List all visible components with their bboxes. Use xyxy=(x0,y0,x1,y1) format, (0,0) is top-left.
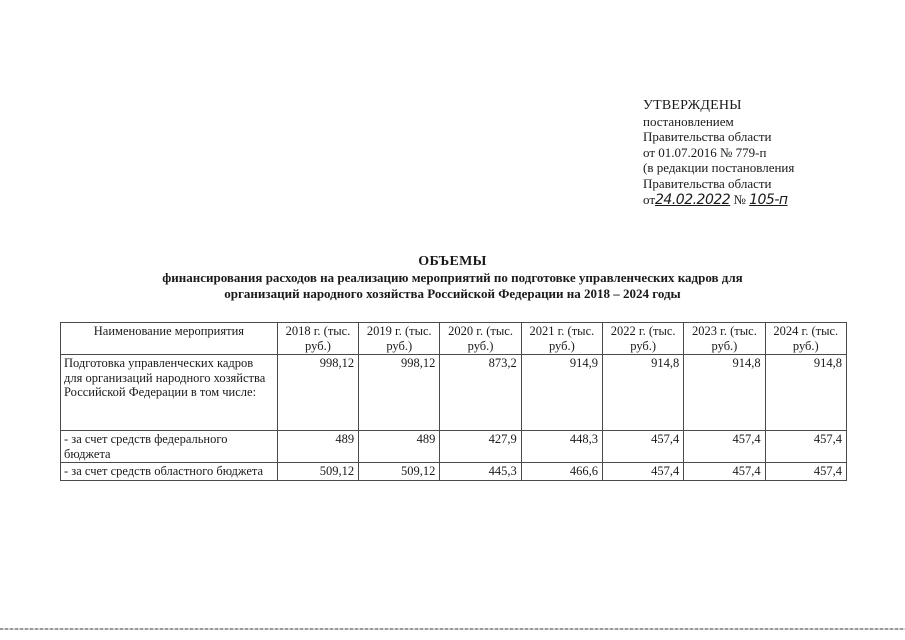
cell-value: 457,4 xyxy=(765,431,846,463)
cell-value: 448,3 xyxy=(521,431,602,463)
approval-line-6-no: № xyxy=(733,191,746,207)
column-header-2018: 2018 г. (тыс. руб.) xyxy=(277,323,358,355)
title-line-2: организаций народного хозяйства Российской Федерации на 2018 – 2024 годы xyxy=(224,285,681,301)
approval-line-5: Правительства области xyxy=(643,175,772,191)
row-name: - за счет средств областного бюджета xyxy=(61,463,278,481)
cell-value: 445,3 xyxy=(440,463,521,481)
column-header-2020: 2020 г. (тыс. руб.) xyxy=(440,323,521,355)
cell-value: 998,12 xyxy=(359,355,440,431)
cell-value: 457,4 xyxy=(603,431,684,463)
cell-value: 427,9 xyxy=(440,431,521,463)
cell-value: 457,4 xyxy=(765,463,846,481)
cell-value: 873,2 xyxy=(440,355,521,431)
cell-value: 509,12 xyxy=(359,463,440,481)
approval-line-2: Правительства области xyxy=(643,129,772,145)
approval-block xyxy=(643,98,794,208)
cell-value: 914,8 xyxy=(765,355,846,431)
column-header-2019: 2019 г. (тыс. руб.) xyxy=(359,323,440,355)
cell-value: 457,4 xyxy=(684,463,765,481)
table-row xyxy=(61,431,847,463)
cell-value: 466,6 xyxy=(521,463,602,481)
cell-value: 914,8 xyxy=(684,355,765,431)
scan-edge-line xyxy=(0,628,905,630)
approval-line-6-prefix: от xyxy=(643,191,656,207)
cell-value: 457,4 xyxy=(684,431,765,463)
document-title xyxy=(0,254,905,301)
cell-value: 489 xyxy=(359,431,440,463)
cell-value: 509,12 xyxy=(277,463,358,481)
approval-line-4: (в редакции постановления xyxy=(643,160,795,176)
cell-value: 998,12 xyxy=(277,355,358,431)
approval-line-3: от 01.07.2016 № 779-п xyxy=(643,144,767,160)
financing-table xyxy=(60,322,847,481)
approval-line-6 xyxy=(643,192,794,209)
row-name: - за счет средств федерального бюджета xyxy=(61,431,278,463)
title-main: ОБЪЕМЫ xyxy=(418,254,487,269)
cell-value: 914,8 xyxy=(603,355,684,431)
title-line-1: финансирования расходов на реализацию мероприятий по подготовке управленческих кадров для xyxy=(162,270,743,285)
cell-value: 489 xyxy=(277,431,358,463)
table-header-row xyxy=(61,323,847,355)
handwritten-date: 24.02.2022 xyxy=(655,191,731,208)
cell-value: 914,9 xyxy=(521,355,602,431)
handwritten-number: 105-п xyxy=(749,191,788,208)
column-header-name: Наименование мероприятия xyxy=(61,323,278,355)
cell-value: 457,4 xyxy=(603,463,684,481)
column-header-2021: 2021 г. (тыс. руб.) xyxy=(521,323,602,355)
approval-title: УТВЕРЖДЕНЫ xyxy=(643,98,742,113)
column-header-2022: 2022 г. (тыс. руб.) xyxy=(603,323,684,355)
table-row xyxy=(61,355,847,431)
column-header-2023: 2023 г. (тыс. руб.) xyxy=(684,323,765,355)
approval-line-1: постановлением xyxy=(643,113,734,129)
table-row xyxy=(61,463,847,481)
row-name: Подготовка управленческих кадров для организаций народного хозяйства Российской Федерации в том числе: xyxy=(61,355,278,431)
column-header-2024: 2024 г. (тыс. руб.) xyxy=(765,323,846,355)
